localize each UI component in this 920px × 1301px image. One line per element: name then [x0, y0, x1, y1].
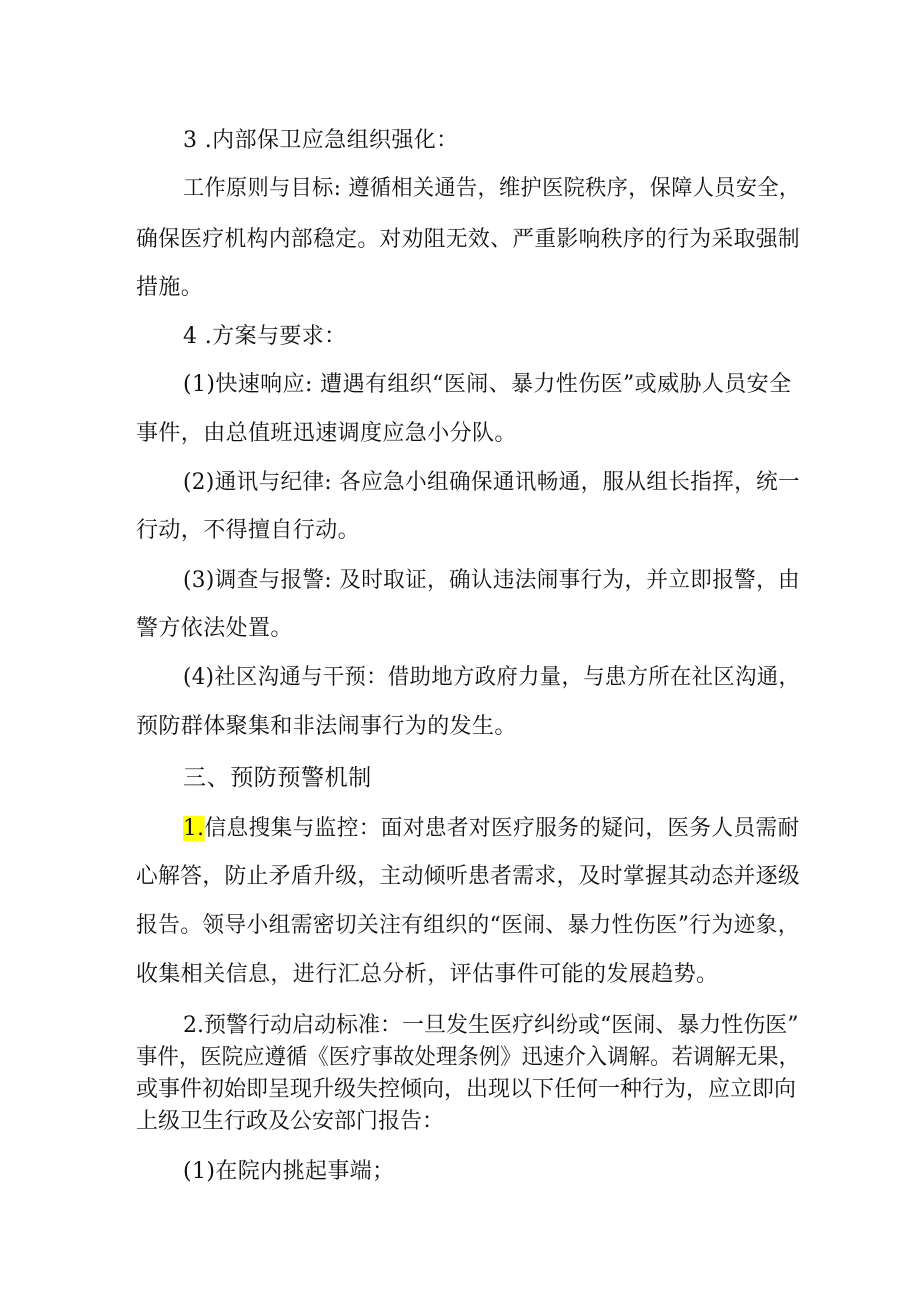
- paragraph-line: 预防群体聚集和非法闹事行为的发生。: [136, 714, 517, 739]
- paragraph-line: 警方依法处置。: [136, 616, 293, 641]
- section-heading-prevention: 三、预防预警机制: [183, 765, 372, 791]
- paragraph-line: (3)调查与报警: 及时取证，确认违法闹事行为，并立即报警，由: [183, 568, 801, 593]
- section-3-heading: 3 .内部保卫应急组织强化：: [183, 128, 459, 153]
- paragraph-line: [183, 814, 800, 844]
- paragraph-line: 上级卫生行政及公安部门报告：: [136, 1109, 445, 1134]
- paragraph-line: 行动，不得擅自行动。: [136, 518, 361, 543]
- paragraph-line: (1)快速响应: 遭遇有组织“医闹、暴力性伤医”或威胁人员安全: [183, 372, 792, 397]
- paragraph-text: 信息搜集与监控：面对患者对医疗服务的疑问，医务人员需耐: [204, 816, 800, 841]
- paragraph-line: 事件，由总值班迅速调度应急小分队。: [136, 421, 517, 446]
- section-4-heading: 4 .方案与要求：: [183, 324, 347, 349]
- paragraph-line: (2)通讯与纪律: 各应急小组确保通讯畅通，服从组长指挥，统一: [183, 470, 801, 495]
- highlighted-number: 1.: [183, 816, 205, 841]
- paragraph-line: 措施。: [136, 275, 204, 300]
- paragraph-line: 事件，医院应遵循《医疗事故处理条例》迅速介入调解。若调解无果，: [136, 1045, 801, 1070]
- paragraph-line: 确保医疗机构内部稳定。对劝阻无效、严重影响秩序的行为采取强制: [136, 227, 801, 252]
- paragraph-line: 报告。领导小组需密切关注有组织的“医闹、暴力性伤医”行为迹象，: [136, 913, 800, 938]
- paragraph-line: (4)社区沟通与干预：借助地方政府力量，与患方所在社区沟通，: [183, 665, 801, 690]
- list-item: (1)在院内挑起事端；: [183, 1159, 395, 1184]
- paragraph-line: 收集相关信息，进行汇总分析，评估事件可能的发展趋势。: [136, 962, 719, 987]
- paragraph-line: 或事件初始即呈现升级失控倾向，出现以下任何一种行为，应立即向: [136, 1077, 797, 1102]
- paragraph-line: 心解答，防止矛盾升级，主动倾听患者需求，及时掌握其动态并逐级: [136, 864, 801, 889]
- paragraph-line: 工作原则与目标: 遵循相关通告，维护医院秩序，保障人员安全，: [183, 176, 801, 201]
- paragraph-line: 2.预警行动启动标准：一旦发生医疗纠纷或“医闹、暴力性伤医”: [183, 1013, 799, 1038]
